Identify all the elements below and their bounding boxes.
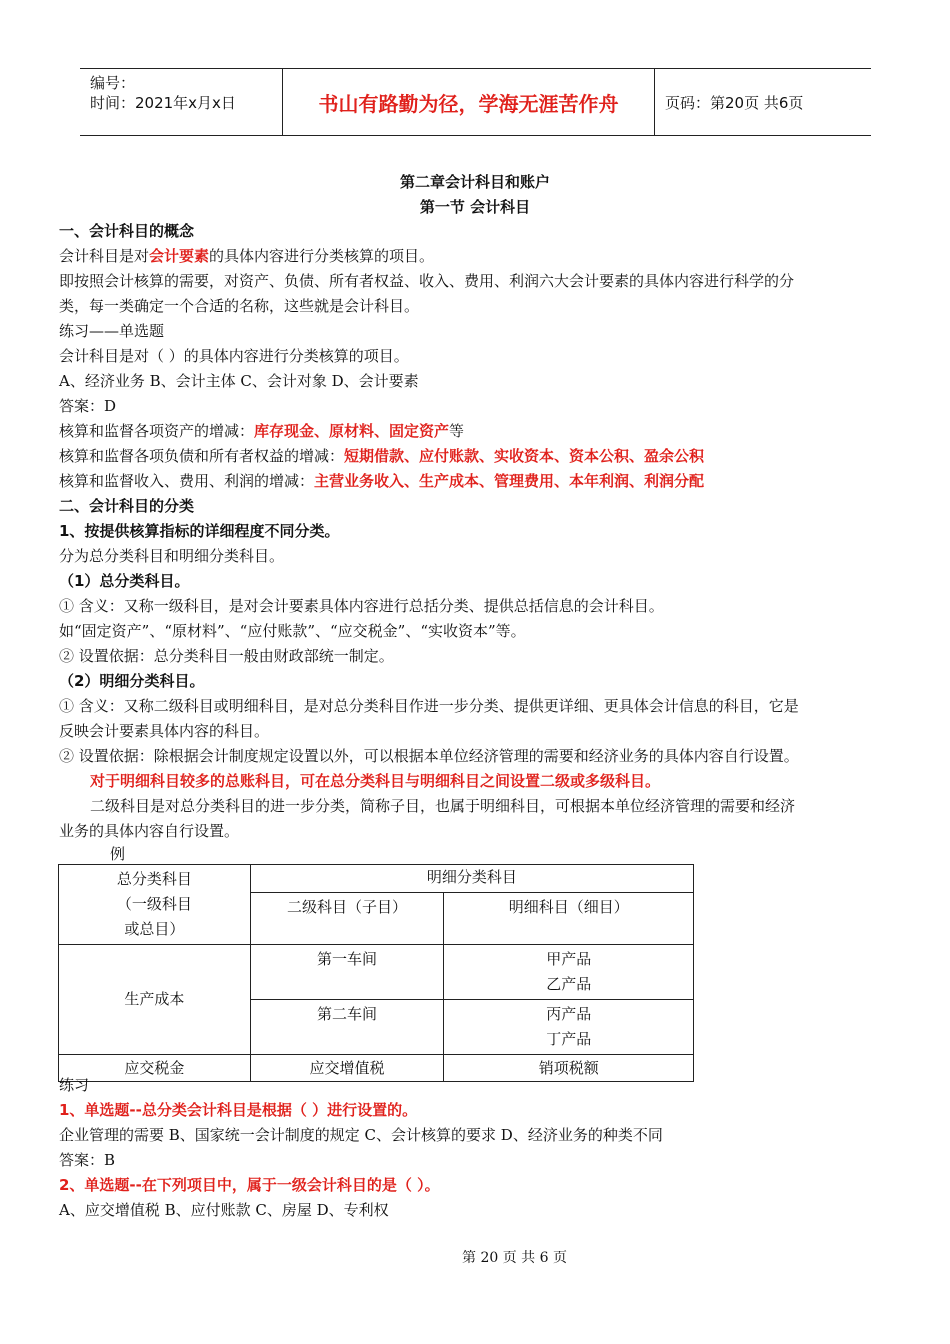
s2-split: 分为总分类科目和明细分类科目。 [59, 547, 285, 565]
section-title: 第一节 会计科目 [419, 198, 531, 216]
practice-label: 练习 [59, 1076, 90, 1094]
exercise-answer: 答案：D [59, 397, 117, 415]
table-row: 应交税金 应交增值税 销项税额 [59, 1055, 694, 1082]
keyword-accounting-elements: 会计要素 [149, 247, 210, 265]
detail-def-line1: ① 含义：又称二级科目或明细科目，是对总分类科目作进一步分类、提供更详细、更具体会计信息的科目，它是 [59, 697, 799, 715]
header-page-label: 页码：第20页 共6页 [665, 93, 804, 112]
header-motto: 书山有路勤为径，学海无涯苦作舟 [282, 69, 655, 135]
practice-q1-options: 企业管理的需要 B、国家统一会计制度的规定 C、会计核算的要求 D、经济业务的种类不同 [59, 1126, 663, 1144]
exercise-label: 练习——单选题 [59, 322, 165, 340]
general-examples: 如“固定资产”、“原材料”、“应付账款”、“应交税金”、“实收资本”等。 [59, 622, 526, 640]
general-def: ① 含义：又称一级科目，是对会计要素具体内容进行总括分类、提供总括信息的会计科目。 [59, 597, 664, 615]
rule-liabilities: 核算和监督各项负债和所有者权益的增减：短期借款、应付账款、实收资本、资本公积、盈余公积 [59, 447, 705, 465]
table-header-detail: 明细分类科目 [250, 865, 693, 893]
s2-heading: 二、会计科目的分类 [59, 497, 195, 515]
general-basis: ② 设置依据：总分类科目一般由财政部统一制定。 [59, 647, 394, 665]
s1-para-line1: 即按照会计核算的需要，对资产、负债、所有者权益、收入、费用、利润六大会计要素的具体内容进行科学的分 [59, 272, 795, 290]
s1-heading: 一、会计科目的概念 [59, 222, 195, 240]
practice-q2: 2、单选题--在下列项目中，属于一级会计科目的是（ ）。 [59, 1176, 440, 1194]
table-header-sub-detail: 明细科目（细目） [444, 893, 694, 945]
exercise-question: 会计科目是对（ ）的具体内容进行分类核算的项目。 [59, 347, 409, 365]
page-header [80, 68, 871, 136]
detail-heading: （2）明细分类科目。 [59, 672, 205, 690]
table-row: 生产成本 第一车间 甲产品 乙产品 [59, 945, 694, 1000]
s2-sub1: 1、按提供核算指标的详细程度不同分类。 [59, 522, 340, 540]
table-row: 第二车间 丙产品 丁产品 [59, 1000, 694, 1055]
practice-q1: 1、单选题--总分类会计科目是根据（ ）进行设置的。 [59, 1101, 418, 1119]
s1-para-line2: 类，每一类确定一个合适的名称，这些就是会计科目。 [59, 297, 420, 315]
table-header-level2: 二级科目（子目） [250, 893, 444, 945]
exercise-options: A、经济业务 B、会计主体 C、会计对象 D、会计要素 [59, 372, 419, 390]
table-header-general: 总分类科目 （一级科目 或总目） [59, 865, 251, 945]
page-footer: 第 20 页 共 6 页 [462, 1250, 567, 1266]
level2-line1: 二级科目是对总分类科目的进一步分类，简称子目，也属于明细科目，可根据本单位经济管理的需要和经济 [90, 797, 796, 815]
level2-line2: 业务的具体内容自行设置。 [59, 822, 240, 840]
detail-note: 对于明细科目较多的总账科目，可在总分类科目与明细科目之间设置二级或多级科目。 [90, 772, 661, 790]
practice-q1-answer: 答案：B [59, 1151, 116, 1169]
detail-basis: ② 设置依据：除根据会计制度规定设置以外，可以根据本单位经济管理的需要和经济业务的具体内容自行设置。 [59, 747, 799, 765]
rule-income: 核算和监督收入、费用、利润的增减：主营业务收入、生产成本、管理费用、本年利润、利润分配 [59, 472, 705, 490]
serial-label: 编号： [90, 74, 136, 92]
header-meta [80, 69, 282, 135]
detail-def-line2: 反映会计要素具体内容的科目。 [59, 722, 270, 740]
date-label: 时间：2021年x月x日 [90, 94, 236, 112]
practice-q2-options: A、应交增值税 B、应付账款 C、房屋 D、专利权 [59, 1201, 389, 1219]
chapter-title: 第二章会计科目和账户 [399, 173, 550, 191]
s1-definition: 会计科目是对会计要素的具体内容进行分类核算的项目。 [59, 247, 435, 265]
example-label: 例 [110, 845, 126, 863]
rule-assets: 核算和监督各项资产的增减：库存现金、原材料、固定资产等 [59, 422, 465, 440]
general-heading: （1）总分类科目。 [59, 572, 190, 590]
subjects-table [58, 864, 694, 1082]
